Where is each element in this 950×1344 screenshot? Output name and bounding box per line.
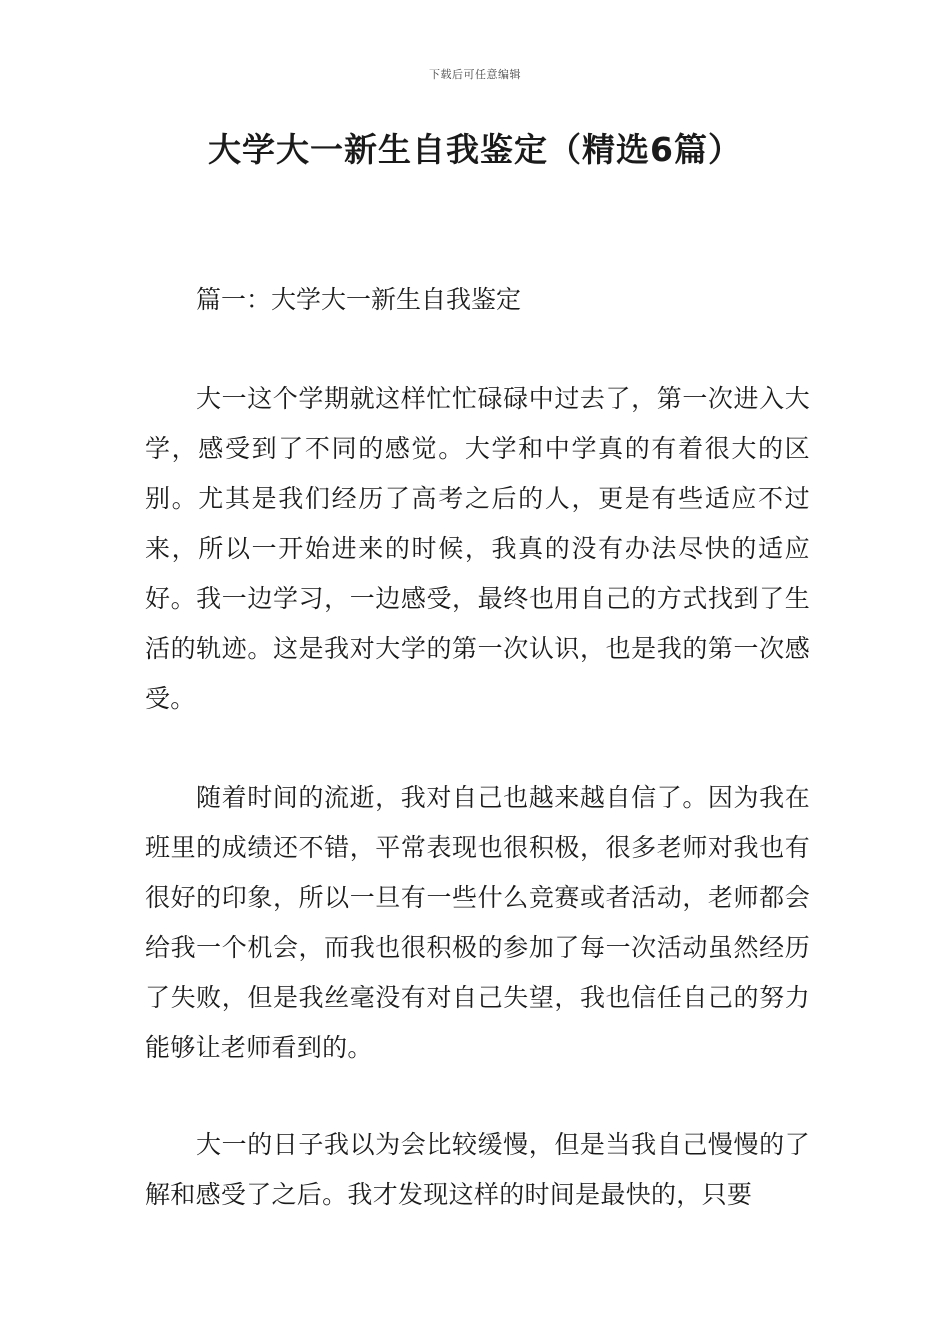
header-note: 下载后可任意编辑 [429,68,521,81]
paragraph-1: 大一这个学期就这样忙忙碌碌中过去了，第一次进入大学，感受到了不同的感觉。大学和中学真的有着很大的区别。尤其是我们经历了高考之后的人，更是有些适应不过来，所以一开始进来的时候，我真的没有办法尽快的适应好。我一边学习，一边感受，最终也用自己的方式找到了生活的轨迹。这是我对大学的第一次认识，也是我的第一次感受。 [145,384,810,713]
section-heading: 篇一：大学大一新生自我鉴定 [196,285,522,314]
document-title: 大学大一新生自我鉴定（精选6篇） [208,130,742,169]
paragraph-3: 大一的日子我以为会比较缓慢，但是当我自己慢慢的了解和感受了之后。我才发现这样的时间是最快的，只要 [145,1130,810,1209]
paragraph-2: 随着时间的流逝，我对自己也越来越自信了。因为我在班里的成绩还不错，平常表现也很积极，很多老师对我也有很好的印象，所以一旦有一些什么竞赛或者活动，老师都会给我一个机会，而我也很积极的参加了每一次活动虽然经历了失败，但是我丝毫没有对自己失望，我也信任自己的努力能够让老师看到的。 [145,783,810,1062]
